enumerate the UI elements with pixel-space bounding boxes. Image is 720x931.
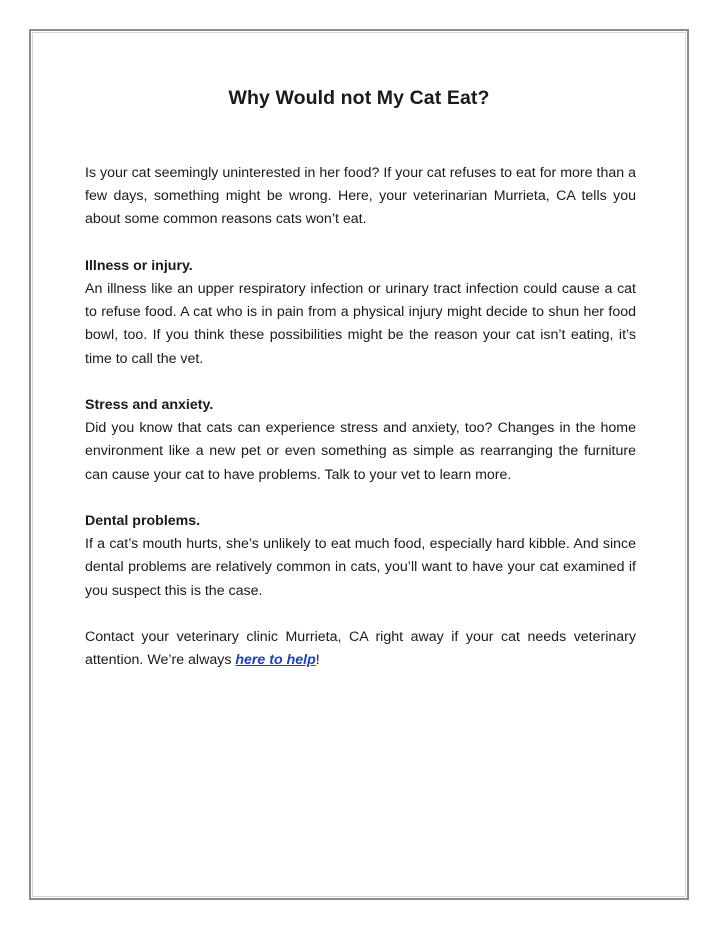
here-to-help-link[interactable]: here to help (235, 652, 316, 669)
intro-paragraph: Is your cat seemingly uninterested in her food? If your cat refuses to eat for more than a few days, something might be wrong. Here, your veterinarian Murrieta, CA tells you about some common reasons cats won’t eat. (85, 165, 636, 228)
section-heading: Dental problems. (85, 513, 201, 529)
section-illness (85, 255, 636, 371)
section-heading: Illness or injury. (85, 257, 193, 274)
closing-punctuation: ! (315, 652, 320, 669)
section-body: An illness like an upper respiratory infection or urinary tract infection could cause a cat to refuse food. A cat who is in pain from a physical injury might decide to shun her food bowl, too. If you think these possibilities might be the reason your cat isn’t eating, it’s time to call the vet. (85, 281, 636, 367)
section-stress (85, 394, 636, 487)
section-body: If a cat’s mouth hurts, she’s unlikely to eat much food, especially hard kibble. And since dental problems are relatively common in cats, you’ll want to have your cat examined if you suspect this is the case. (85, 536, 636, 599)
document-title: Why Would not My Cat Eat? (228, 87, 490, 109)
closing-paragraph (85, 626, 636, 672)
section-body: Did you know that cats can experience stress and anxiety, too? Changes in the home environment like a new pet or even something as simple as rearranging the furniture can cause your cat to have problems. Talk to your vet to learn more. (85, 420, 636, 483)
section-heading: Stress and anxiety. (85, 397, 214, 413)
document-body (85, 162, 636, 696)
page-frame (29, 29, 689, 900)
closing-text: Contact your veterinary clinic Murrieta, CA right away if your cat needs veterinary attention. We’re always (85, 629, 636, 669)
section-dental (85, 510, 636, 603)
